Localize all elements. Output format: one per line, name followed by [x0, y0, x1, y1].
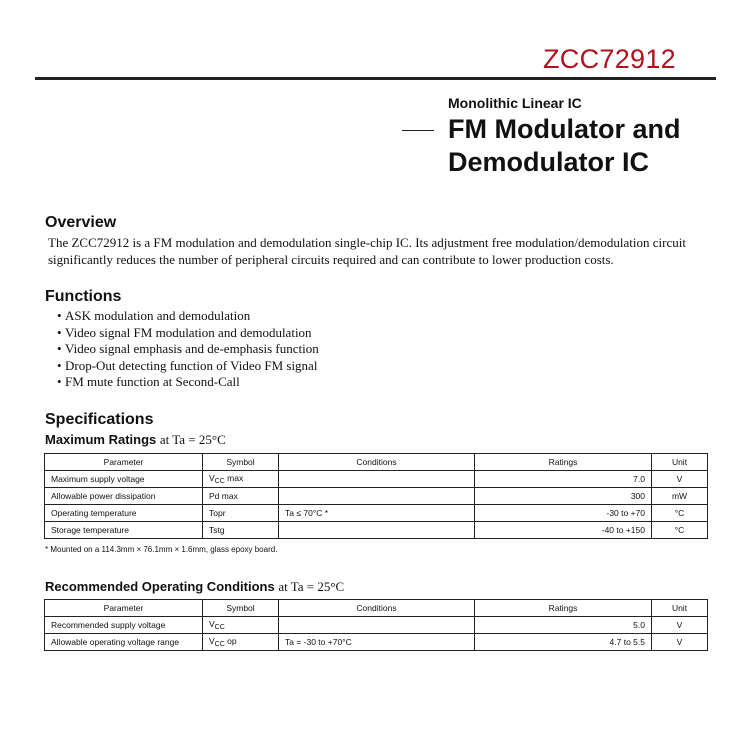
symbol-main: Topr [209, 508, 226, 518]
parameter-cell: Operating temperature [45, 505, 203, 522]
symbol-cell [203, 522, 279, 539]
table-row [45, 617, 708, 634]
table-footnote: * Mounted on a 114.3mm × 76.1mm × 1.6mm, glass epoxy board. [45, 545, 278, 554]
symbol-subscript: CC [214, 624, 225, 631]
symbol-main: Tstg [209, 525, 225, 535]
product-title [448, 113, 680, 179]
conditions-cell [279, 522, 475, 539]
symbol-main: Pd max [209, 491, 238, 501]
list-item: • ASK modulation and demodulation [48, 308, 319, 325]
overview-text: The ZCC72912 is a FM modulation and demodulation single-chip IC. Its adjustment free modulation/demodulation circuit significantly reduces the number of peripheral circuits required and can contribute to lower production costs. [48, 235, 686, 267]
table-row [45, 471, 708, 488]
table-header-row [45, 600, 708, 617]
unit-cell: V [652, 617, 708, 634]
unit-cell: mW [652, 488, 708, 505]
column-header: Ratings [475, 454, 652, 471]
part-number: ZCC72912 [543, 44, 676, 74]
max-ratings-condition: at Ta = 25°C [159, 432, 226, 447]
symbol-suffix: max [224, 473, 244, 483]
table-row [45, 505, 708, 522]
unit-cell: °C [652, 522, 708, 539]
table-header-row [45, 454, 708, 471]
symbol-main: V [209, 473, 215, 483]
list-item: • Drop-Out detecting function of Video FM signal [48, 358, 319, 375]
parameter-cell: Maximum supply voltage [45, 471, 203, 488]
column-header: Ratings [475, 600, 652, 617]
column-header: Parameter [45, 600, 203, 617]
unit-cell: V [652, 471, 708, 488]
table-row [45, 634, 708, 651]
symbol-subscript: CC [214, 641, 225, 648]
parameter-cell: Allowable power dissipation [45, 488, 203, 505]
title-line-2: Demodulator IC [448, 147, 650, 177]
ratings-cell: 4.7 to 5.5 [475, 634, 652, 651]
recommended-condition: at Ta = 25°C [278, 579, 345, 594]
column-header: Unit [652, 600, 708, 617]
ratings-cell: 7.0 [475, 471, 652, 488]
symbol-suffix: op [224, 636, 237, 646]
conditions-cell [279, 471, 475, 488]
table-row [45, 522, 708, 539]
specifications-heading: Specifications [45, 411, 154, 428]
conditions-cell: Ta ≤ 70°C * [279, 505, 475, 522]
symbol-cell [203, 634, 279, 651]
ratings-cell: 5.0 [475, 617, 652, 634]
symbol-main: V [209, 619, 215, 629]
symbol-main: V [209, 636, 215, 646]
symbol-subscript: CC [214, 478, 225, 485]
parameter-cell: Recommended supply voltage [45, 617, 203, 634]
column-header: Symbol [203, 600, 279, 617]
column-header: Unit [652, 454, 708, 471]
ratings-cell: -30 to +70 [475, 505, 652, 522]
ratings-cell: -40 to +150 [475, 522, 652, 539]
conditions-cell: Ta = -30 to +70°C [279, 634, 475, 651]
functions-list [48, 308, 319, 391]
max-ratings-title [45, 432, 226, 448]
header-rule [35, 77, 716, 80]
symbol-cell [203, 505, 279, 522]
symbol-cell [203, 617, 279, 634]
list-item: • Video signal FM modulation and demodulation [48, 325, 319, 342]
unit-cell: °C [652, 505, 708, 522]
list-item: • FM mute function at Second-Call [48, 374, 319, 391]
column-header: Conditions [279, 600, 475, 617]
parameter-cell: Storage temperature [45, 522, 203, 539]
functions-heading: Functions [45, 288, 122, 305]
max-ratings-label: Maximum Ratings [45, 432, 157, 447]
recommended-table [44, 599, 708, 651]
parameter-cell: Allowable operating voltage range [45, 634, 203, 651]
overview-heading: Overview [45, 214, 117, 231]
column-header: Symbol [203, 454, 279, 471]
table-row [45, 488, 708, 505]
symbol-cell [203, 488, 279, 505]
symbol-cell [203, 471, 279, 488]
list-item: • Video signal emphasis and de-emphasis function [48, 341, 319, 358]
product-category: Monolithic Linear IC [448, 95, 582, 111]
unit-cell: V [652, 634, 708, 651]
recommended-label: Recommended Operating Conditions [45, 579, 275, 594]
column-header: Parameter [45, 454, 203, 471]
conditions-cell [279, 488, 475, 505]
conditions-cell [279, 617, 475, 634]
max-ratings-table [44, 453, 708, 539]
title-line-1: FM Modulator and [448, 114, 681, 144]
title-dash [402, 130, 434, 131]
ratings-cell: 300 [475, 488, 652, 505]
recommended-title [45, 579, 344, 595]
column-header: Conditions [279, 454, 475, 471]
